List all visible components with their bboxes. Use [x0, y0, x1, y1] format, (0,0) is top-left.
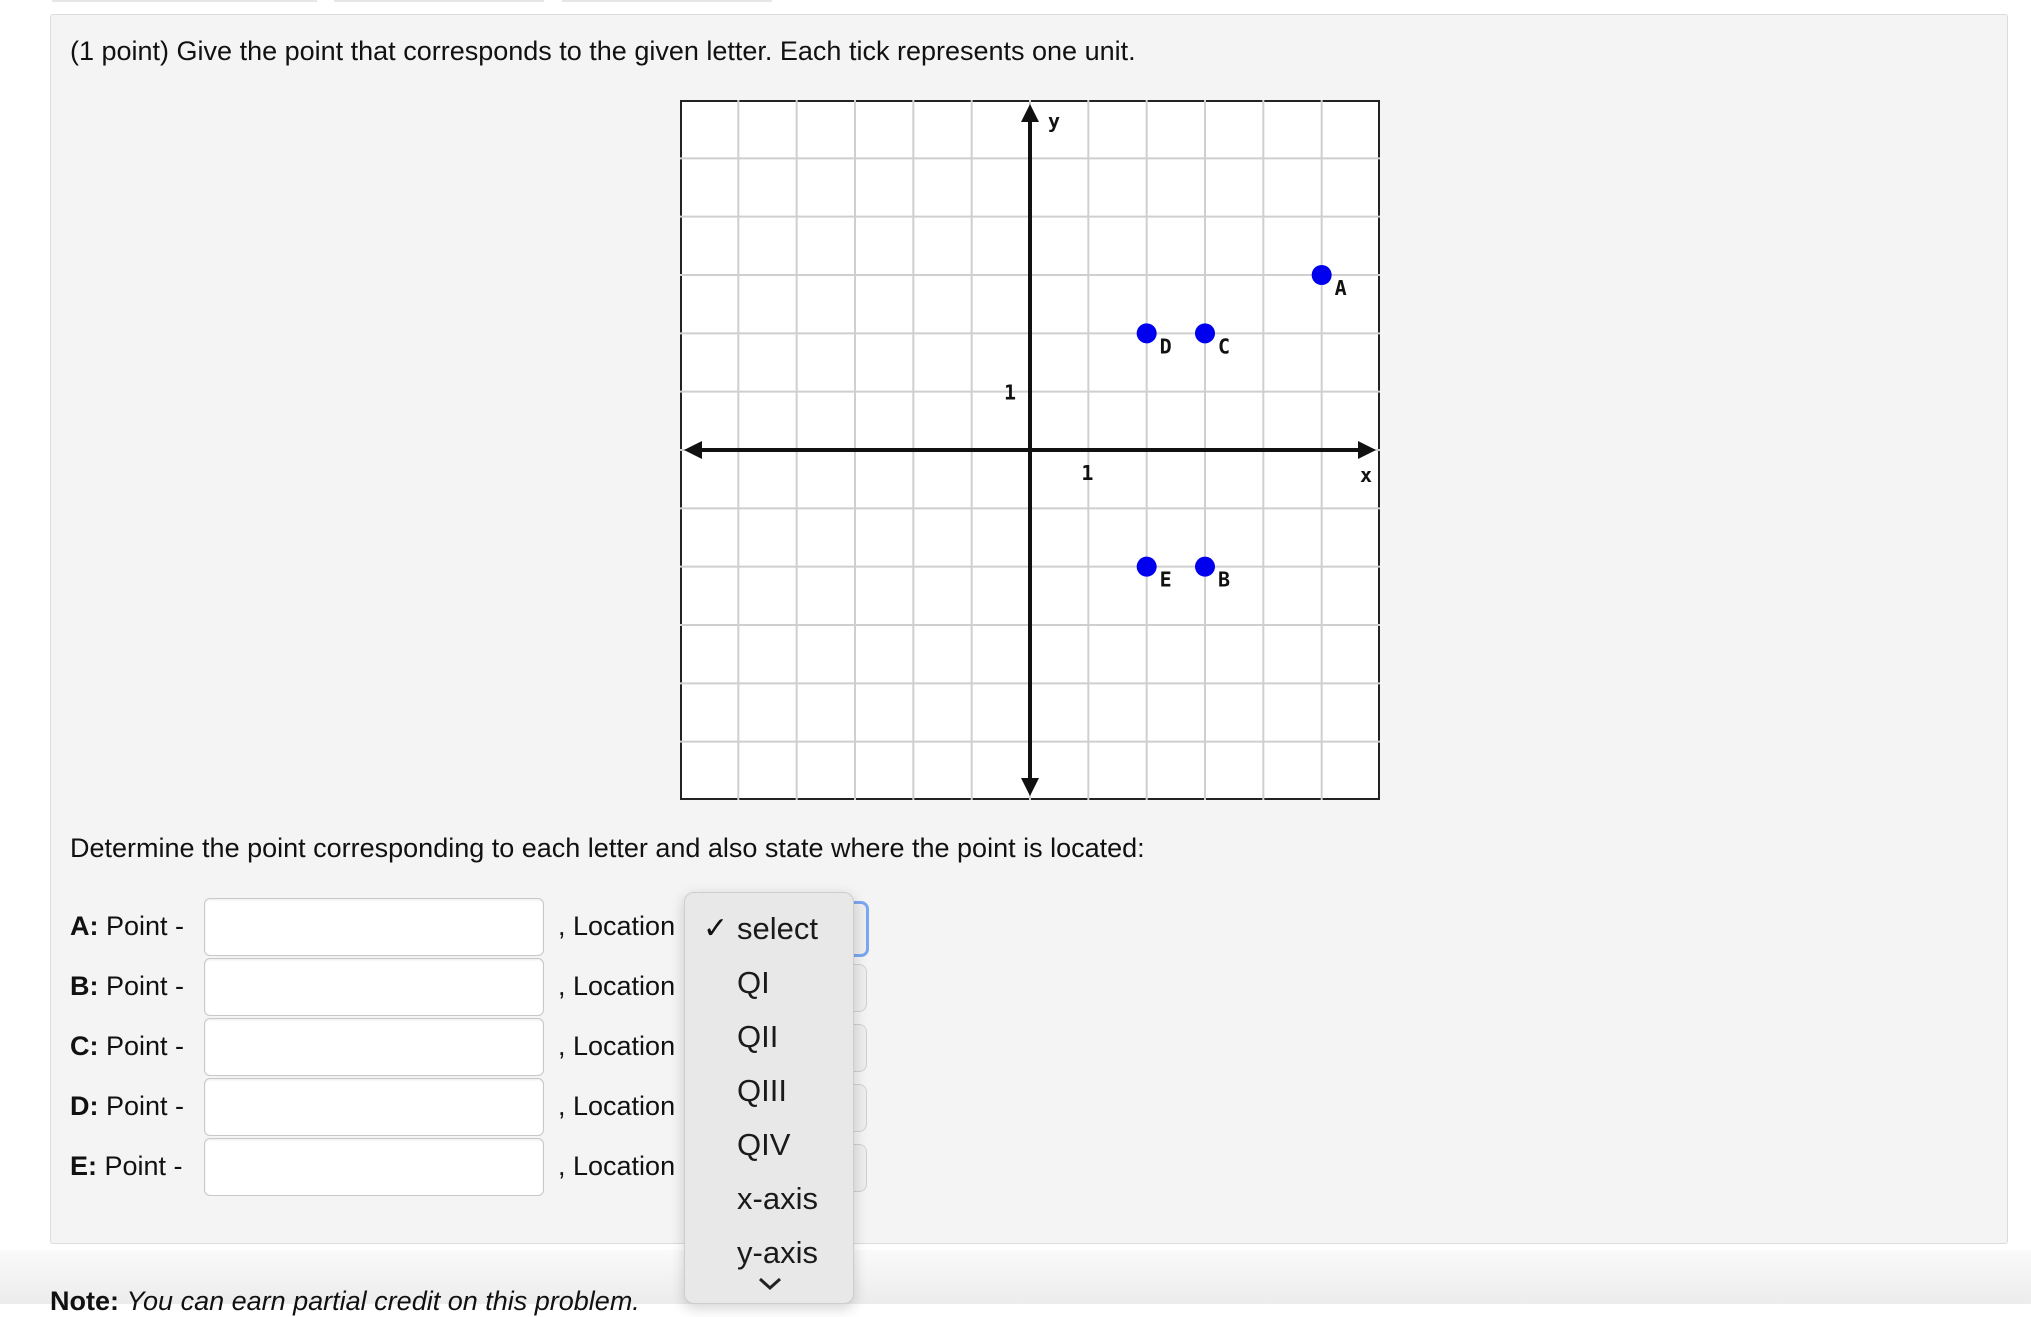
point-b [1195, 557, 1215, 577]
dropdown-option-y-axis[interactable]: y-axis [737, 1235, 818, 1270]
point-label-b: B [1218, 567, 1231, 592]
location-dropdown-menu[interactable] [684, 892, 854, 1304]
point-label-a: A [1334, 276, 1347, 300]
dropdown-option-qiii[interactable]: QIII [737, 1073, 787, 1108]
point-a [1312, 265, 1332, 285]
problem-prompt: (1 point) Give the point that corresponds to the given letter. Each tick represents one unit. [70, 36, 1136, 66]
location-label: , Location [558, 1091, 676, 1121]
row-label: C: Point - [70, 1031, 185, 1061]
tab-stub [562, 0, 772, 2]
point-label-e: E [1159, 567, 1172, 592]
tab-stub [52, 0, 317, 2]
y-axis-label: y [1048, 109, 1061, 133]
point-label-c: C [1218, 334, 1231, 359]
location-label: , Location [558, 1031, 676, 1061]
y-axis-top-arrow [1021, 104, 1039, 122]
point-b-input[interactable] [204, 958, 544, 1016]
dropdown-option-x-axis[interactable]: x-axis [737, 1181, 818, 1216]
x-axis-label: x [1360, 463, 1373, 487]
location-label: , Location [558, 1151, 676, 1181]
dropdown-option-qii[interactable]: QII [737, 1019, 779, 1054]
point-d-input[interactable] [204, 1078, 544, 1136]
tab-stub [334, 0, 544, 2]
x-axis-left-arrow [684, 441, 702, 459]
dropdown-option-select[interactable]: select [737, 911, 818, 946]
point-d [1137, 323, 1157, 343]
instruction-text: Determine the point corresponding to each letter and also state where the point is located: [70, 833, 1145, 863]
coordinate-graph [680, 100, 1380, 800]
point-e [1137, 557, 1157, 577]
top-tab-strip [52, 0, 772, 4]
x-tick-label: 1 [1081, 461, 1094, 485]
row-label: D: Point - [70, 1091, 185, 1121]
graph-svg [680, 100, 1380, 800]
row-label: E: Point - [70, 1151, 183, 1181]
point-a-input[interactable] [204, 898, 544, 956]
checkmark-icon: ✓ [703, 912, 729, 945]
point-e-input[interactable] [204, 1138, 544, 1196]
chevron-down-icon[interactable] [755, 1273, 785, 1293]
point-label-d: D [1159, 334, 1172, 359]
point-c [1195, 323, 1215, 343]
point-c-input[interactable] [204, 1018, 544, 1076]
y-axis-bottom-arrow [1021, 778, 1039, 796]
dropdown-option-qi[interactable]: QI [737, 965, 770, 1000]
y-tick-label: 1 [1004, 380, 1017, 405]
location-label: , Location [558, 911, 676, 941]
location-label: , Location [558, 971, 676, 1001]
dropdown-option-qiv[interactable]: QIV [737, 1127, 791, 1162]
x-axis-right-arrow [1358, 441, 1376, 459]
partial-credit-note: Note: You can earn partial credit on this problem. [50, 1286, 640, 1316]
row-label: B: Point - [70, 971, 185, 1001]
row-label: A: Point - [70, 911, 185, 941]
